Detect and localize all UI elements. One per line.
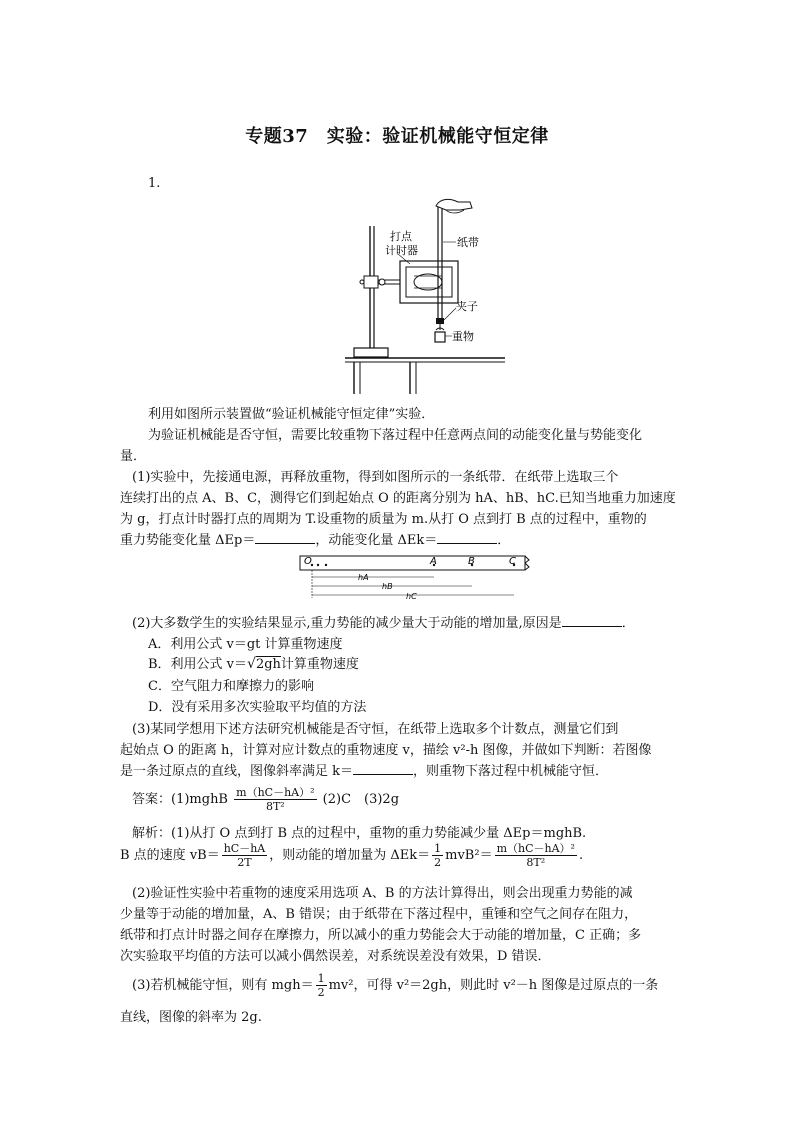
- tape-label-hc: hC: [406, 592, 417, 601]
- label-timer: 打点: [390, 230, 412, 243]
- q1-ep-label: 重力势能变化量 ΔEp＝: [120, 533, 256, 548]
- answer-line: [132, 786, 399, 813]
- q3-line-3: [120, 760, 608, 779]
- q3-line-2: 起始点 O 的距离 h，计算对应计数点的重物速度 v，描绘 v²-h 图像，并做如下判断：若图像: [120, 743, 652, 758]
- tape-point-a: A: [430, 556, 437, 567]
- tape-label-ha: hA: [358, 573, 369, 582]
- analysis-p3a: (3)若机械能守恒，则有 mgh＝: [132, 978, 314, 993]
- q3-l3b: ，则重物下落过程中机械能守恒．: [413, 764, 609, 779]
- tape-point-c: C: [509, 556, 516, 567]
- answer-rest: (2)C (3)2g: [322, 792, 400, 807]
- q2-b-pre: B．利用公式 v＝: [148, 657, 248, 672]
- analysis-p3-line-2: 直线，图像的斜率为 2g.: [120, 1010, 262, 1025]
- q2-option-a[interactable]: A．利用公式 v＝gt 计算重物速度: [148, 637, 343, 652]
- q1-line-2: 连续打出的点 A、B、C，测得它们到起始点 O 的距离分别为 hA、hB、hC.已知当地重力加速度: [120, 491, 676, 506]
- tape-point-o: O: [304, 556, 312, 567]
- analysis-p3-line-1: [132, 972, 658, 999]
- q2-stem: [132, 612, 635, 631]
- q2-b-sqrt: 2gh: [255, 657, 281, 672]
- q1-ek-label: ，动能变化量 ΔEk＝: [315, 533, 438, 548]
- q1-end: ．: [497, 533, 511, 548]
- q2-option-d[interactable]: D．没有采用多次实验取平均值的方法: [148, 700, 367, 715]
- analysis-p3b: mv²，可得 v²＝2gh，则此时 v²－h 图像是过原点的一条: [328, 978, 659, 993]
- intro-line-2: 为验证机械能是否守恒，需要比较重物下落过程中任意两点间的动能变化量与势能变化: [148, 428, 643, 443]
- analysis-p2-line-3: 纸带和打点计时器之间存在摩擦力，所以减小的重力势能会大于动能的增加量，C 正确；多: [120, 928, 642, 943]
- half-fraction: $\frac{1}{2}$: [434, 842, 442, 869]
- q1-line-1: (1)实验中，先接通电源，再释放重物，得到如图所示的一条纸带．在纸带上选取三个: [132, 470, 619, 485]
- label-clip: 夹子: [456, 300, 478, 313]
- vb-fraction: $\frac{hC-hA}{2T}$: [223, 842, 266, 869]
- q2-stem-end: ．: [621, 616, 635, 631]
- label-weight: 重物: [452, 330, 474, 343]
- analysis-p2-line-2: 少量等于动能的增加量，A、B 错误；由于纸带在下落过程中，重锤和空气之间存在阻力，: [120, 907, 638, 922]
- intro-line-3: 量．: [120, 449, 147, 464]
- q1-line-4: [120, 529, 510, 548]
- p3-half-fraction: $\frac{1}{2}$: [317, 972, 325, 999]
- tape-label-hb: hB: [382, 582, 393, 591]
- q1-line-3: 为 g，打点计时器打点的周期为 T.设重物的质量为 m.从打 O 点到打 B 点的过程中，重物的: [120, 512, 647, 527]
- sqrt-sign: √: [247, 656, 256, 672]
- answer-label: 答案：(1)mghB: [132, 792, 228, 807]
- answer-blank-q2[interactable]: [562, 614, 622, 627]
- intro-line-1: 利用如图所示装置做“验证机械能守恒定律”实验．: [148, 407, 435, 422]
- tape-figure: [296, 552, 536, 604]
- analysis-p2-line-1: (2)验证性实验中若重物的速度采用选项 A、B 的方法计算得出，则会出现重力势能的减: [132, 886, 633, 901]
- q3-line-1: (3)某同学想用下述方法研究机械能是否守恒，在纸带上选取多个计数点，测量它们到: [132, 722, 619, 737]
- analysis-mvb: mvB²＝: [445, 848, 493, 863]
- analysis-ek-label: ，则动能的增加量为 ΔEk＝: [269, 848, 431, 863]
- tape-point-b: B: [468, 556, 475, 567]
- analysis-vb-label: B 点的速度 vB＝: [120, 848, 220, 863]
- question-number: 1.: [148, 176, 161, 191]
- analysis-line-2: [120, 842, 583, 869]
- answer-fraction: $\frac{\text{m（hC－hA）²}}{\text{8T²}}$: [236, 786, 315, 813]
- ek-fraction: $\frac{\text{m（hC－hA）²}}{\text{8T²}}$: [496, 842, 575, 869]
- label-timer2: 计时器: [385, 244, 418, 257]
- apparatus-figure: [340, 196, 510, 396]
- q2-b-post: 计算重物速度: [280, 657, 359, 672]
- analysis-l2-end: .: [578, 848, 584, 863]
- q3-l3a: 是一条过原点的直线，图像斜率满足 k＝: [120, 764, 354, 779]
- q2-option-c[interactable]: C．空气阻力和摩擦力的影响: [148, 679, 314, 694]
- answer-blank-ek[interactable]: [437, 531, 497, 544]
- answer-blank-k[interactable]: [353, 762, 413, 775]
- answer-blank-ep[interactable]: [255, 531, 315, 544]
- page-title: 专题37 实验：验证机械能守恒定律: [245, 126, 549, 147]
- label-tape: 纸带: [457, 236, 479, 249]
- q2-stem-text: (2)大多数学生的实验结果显示,重力势能的减少量大于动能的增加量,原因是: [132, 616, 562, 631]
- q2-option-b[interactable]: [148, 653, 359, 672]
- analysis-line-1: 解析：(1)从打 O 点到打 B 点的过程中，重物的重力势能减少量 ΔEp＝mghB.: [132, 826, 587, 841]
- analysis-p2-line-4: 次实验取平均值的方法可以减小偶然误差，对系统误差没有效果，D 错误．: [120, 949, 551, 964]
